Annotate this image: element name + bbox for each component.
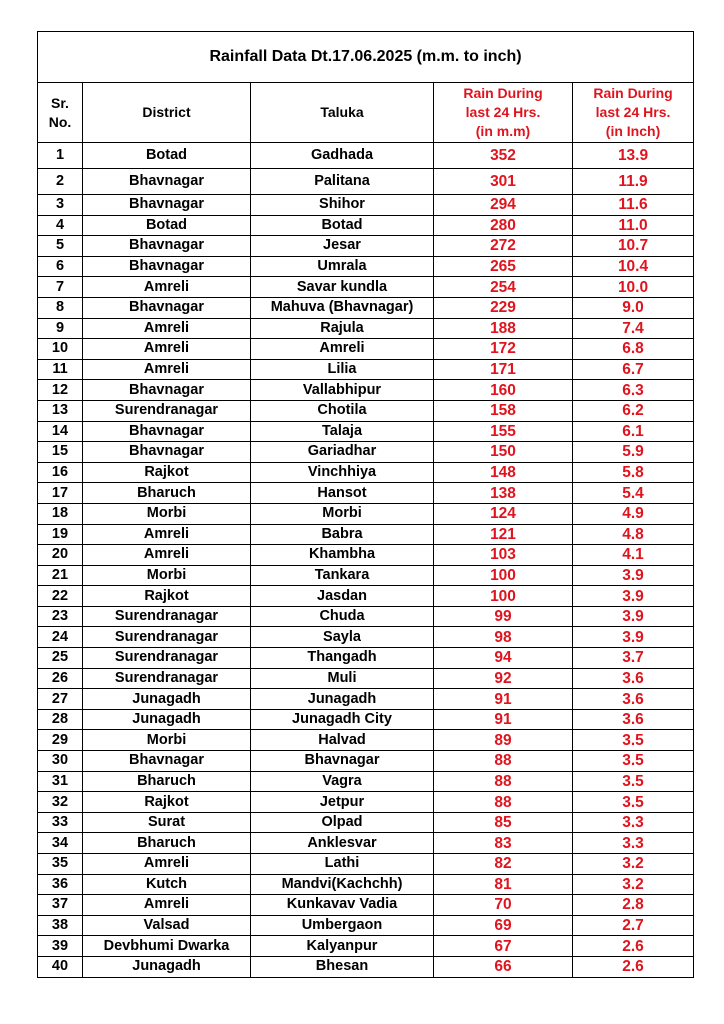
rain-inch-cell: 10.0 bbox=[573, 277, 694, 298]
taluka-cell: Lilia bbox=[251, 359, 434, 380]
rain-inch-cell: 13.9 bbox=[573, 143, 694, 169]
sr-cell: 7 bbox=[38, 277, 83, 298]
sr-cell: 35 bbox=[38, 854, 83, 875]
rain-mm-cell: 121 bbox=[434, 524, 573, 545]
rain-inch-cell: 3.3 bbox=[573, 833, 694, 854]
header-sr-no bbox=[38, 83, 83, 143]
table-row bbox=[38, 730, 694, 751]
district-cell: Bhavnagar bbox=[83, 297, 251, 318]
sr-cell: 30 bbox=[38, 751, 83, 772]
rain-inch-cell: 3.2 bbox=[573, 874, 694, 895]
rain-mm-cell: 150 bbox=[434, 442, 573, 463]
taluka-cell: Mahuva (Bhavnagar) bbox=[251, 297, 434, 318]
taluka-cell: Chuda bbox=[251, 606, 434, 627]
header-sr-line: No. bbox=[48, 113, 72, 130]
district-cell: Rajkot bbox=[83, 586, 251, 607]
rain-mm-cell: 91 bbox=[434, 709, 573, 730]
sr-cell: 19 bbox=[38, 524, 83, 545]
taluka-cell: Lathi bbox=[251, 854, 434, 875]
rain-inch-cell: 4.8 bbox=[573, 524, 694, 545]
sr-cell: 9 bbox=[38, 318, 83, 339]
sr-cell: 13 bbox=[38, 400, 83, 421]
rain-inch-cell: 11.0 bbox=[573, 215, 694, 236]
rain-mm-cell: 352 bbox=[434, 143, 573, 169]
district-cell: Devbhumi Dwarka bbox=[83, 936, 251, 957]
taluka-cell: Tankara bbox=[251, 565, 434, 586]
district-cell: Bhavnagar bbox=[83, 169, 251, 195]
district-cell: Junagadh bbox=[83, 689, 251, 710]
rain-inch-cell: 7.4 bbox=[573, 318, 694, 339]
taluka-cell: Vinchhiya bbox=[251, 462, 434, 483]
rain-inch-cell: 11.9 bbox=[573, 169, 694, 195]
district-cell: Rajkot bbox=[83, 462, 251, 483]
rain-mm-cell: 98 bbox=[434, 627, 573, 648]
sr-cell: 38 bbox=[38, 915, 83, 936]
district-cell: Morbi bbox=[83, 503, 251, 524]
rain-inch-cell: 2.6 bbox=[573, 956, 694, 977]
rain-mm-cell: 81 bbox=[434, 874, 573, 895]
header-rain-mm-line: last 24 Hrs. bbox=[465, 104, 541, 121]
district-cell: Morbi bbox=[83, 730, 251, 751]
sr-cell: 24 bbox=[38, 627, 83, 648]
rain-inch-cell: 3.5 bbox=[573, 792, 694, 813]
table-row bbox=[38, 565, 694, 586]
taluka-cell: Savar kundla bbox=[251, 277, 434, 298]
taluka-cell: Umbergaon bbox=[251, 915, 434, 936]
taluka-cell: Junagadh bbox=[251, 689, 434, 710]
rain-inch-cell: 10.4 bbox=[573, 256, 694, 277]
rain-inch-cell: 2.6 bbox=[573, 936, 694, 957]
rain-inch-cell: 6.8 bbox=[573, 339, 694, 360]
sr-cell: 39 bbox=[38, 936, 83, 957]
sr-cell: 21 bbox=[38, 565, 83, 586]
district-cell: Bhavnagar bbox=[83, 195, 251, 216]
district-cell: Bhavnagar bbox=[83, 236, 251, 257]
table-row bbox=[38, 812, 694, 833]
district-cell: Amreli bbox=[83, 524, 251, 545]
rain-inch-cell: 3.5 bbox=[573, 730, 694, 751]
table-row bbox=[38, 215, 694, 236]
sr-cell: 3 bbox=[38, 195, 83, 216]
table-row bbox=[38, 143, 694, 169]
taluka-cell: Bhavnagar bbox=[251, 751, 434, 772]
table-row bbox=[38, 833, 694, 854]
district-cell: Amreli bbox=[83, 854, 251, 875]
rain-inch-cell: 5.4 bbox=[573, 483, 694, 504]
district-cell: Surendranagar bbox=[83, 627, 251, 648]
rain-inch-cell: 3.6 bbox=[573, 668, 694, 689]
table-row bbox=[38, 400, 694, 421]
rain-mm-cell: 265 bbox=[434, 256, 573, 277]
rain-inch-cell: 3.5 bbox=[573, 771, 694, 792]
table-row bbox=[38, 792, 694, 813]
table-row bbox=[38, 586, 694, 607]
rain-mm-cell: 254 bbox=[434, 277, 573, 298]
taluka-cell: Kalyanpur bbox=[251, 936, 434, 957]
district-cell: Bhavnagar bbox=[83, 256, 251, 277]
table-row bbox=[38, 771, 694, 792]
sr-cell: 18 bbox=[38, 503, 83, 524]
rain-inch-cell: 6.7 bbox=[573, 359, 694, 380]
rain-mm-cell: 88 bbox=[434, 751, 573, 772]
rain-inch-cell: 3.5 bbox=[573, 751, 694, 772]
district-cell: Amreli bbox=[83, 895, 251, 916]
table-row bbox=[38, 854, 694, 875]
table-body bbox=[38, 143, 694, 978]
taluka-cell: Gariadhar bbox=[251, 442, 434, 463]
header-rain-inch-line: (in Inch) bbox=[605, 122, 661, 139]
district-cell: Botad bbox=[83, 143, 251, 169]
rain-inch-cell: 4.9 bbox=[573, 503, 694, 524]
taluka-cell: Shihor bbox=[251, 195, 434, 216]
rain-mm-cell: 158 bbox=[434, 400, 573, 421]
rain-mm-cell: 100 bbox=[434, 586, 573, 607]
rain-inch-cell: 5.9 bbox=[573, 442, 694, 463]
sr-cell: 10 bbox=[38, 339, 83, 360]
district-cell: Junagadh bbox=[83, 709, 251, 730]
rain-inch-cell: 3.3 bbox=[573, 812, 694, 833]
rain-mm-cell: 88 bbox=[434, 771, 573, 792]
district-cell: Botad bbox=[83, 215, 251, 236]
rain-inch-cell: 3.6 bbox=[573, 689, 694, 710]
table-row bbox=[38, 524, 694, 545]
rain-inch-cell: 5.8 bbox=[573, 462, 694, 483]
sr-cell: 27 bbox=[38, 689, 83, 710]
taluka-cell: Hansot bbox=[251, 483, 434, 504]
rain-mm-cell: 92 bbox=[434, 668, 573, 689]
taluka-cell: Umrala bbox=[251, 256, 434, 277]
rain-inch-cell: 3.9 bbox=[573, 565, 694, 586]
table-row bbox=[38, 169, 694, 195]
table-row bbox=[38, 689, 694, 710]
rain-inch-cell: 6.2 bbox=[573, 400, 694, 421]
table-row bbox=[38, 915, 694, 936]
rain-mm-cell: 66 bbox=[434, 956, 573, 977]
sr-cell: 40 bbox=[38, 956, 83, 977]
table-row bbox=[38, 895, 694, 916]
table-row bbox=[38, 648, 694, 669]
table-row bbox=[38, 751, 694, 772]
taluka-cell: Rajula bbox=[251, 318, 434, 339]
district-cell: Surendranagar bbox=[83, 400, 251, 421]
taluka-cell: Palitana bbox=[251, 169, 434, 195]
district-cell: Bhavnagar bbox=[83, 380, 251, 401]
rain-mm-cell: 89 bbox=[434, 730, 573, 751]
taluka-cell: Olpad bbox=[251, 812, 434, 833]
rain-mm-cell: 100 bbox=[434, 565, 573, 586]
rain-mm-cell: 103 bbox=[434, 545, 573, 566]
table-row bbox=[38, 339, 694, 360]
table-row bbox=[38, 256, 694, 277]
header-rain-inch-line: last 24 Hrs. bbox=[595, 104, 671, 121]
table-row bbox=[38, 874, 694, 895]
district-cell: Morbi bbox=[83, 565, 251, 586]
taluka-cell: Sayla bbox=[251, 627, 434, 648]
district-cell: Junagadh bbox=[83, 956, 251, 977]
sr-cell: 11 bbox=[38, 359, 83, 380]
header-row bbox=[38, 83, 694, 143]
district-cell: Amreli bbox=[83, 277, 251, 298]
rain-mm-cell: 124 bbox=[434, 503, 573, 524]
district-cell: Amreli bbox=[83, 318, 251, 339]
taluka-cell: Vallabhipur bbox=[251, 380, 434, 401]
rain-inch-cell: 9.0 bbox=[573, 297, 694, 318]
rain-mm-cell: 301 bbox=[434, 169, 573, 195]
district-cell: Bhavnagar bbox=[83, 442, 251, 463]
rain-mm-cell: 70 bbox=[434, 895, 573, 916]
title-row bbox=[38, 32, 694, 83]
header-rain-inch-line: Rain During bbox=[593, 85, 673, 102]
rain-mm-cell: 229 bbox=[434, 297, 573, 318]
sr-cell: 29 bbox=[38, 730, 83, 751]
rain-mm-cell: 272 bbox=[434, 236, 573, 257]
district-cell: Surendranagar bbox=[83, 606, 251, 627]
rain-mm-cell: 94 bbox=[434, 648, 573, 669]
sr-cell: 26 bbox=[38, 668, 83, 689]
rain-mm-cell: 88 bbox=[434, 792, 573, 813]
rain-inch-cell: 3.9 bbox=[573, 606, 694, 627]
table-row bbox=[38, 627, 694, 648]
sr-cell: 12 bbox=[38, 380, 83, 401]
taluka-cell: Muli bbox=[251, 668, 434, 689]
rain-inch-cell: 3.2 bbox=[573, 854, 694, 875]
district-cell: Amreli bbox=[83, 339, 251, 360]
district-cell: Rajkot bbox=[83, 792, 251, 813]
district-cell: Amreli bbox=[83, 359, 251, 380]
taluka-cell: Anklesvar bbox=[251, 833, 434, 854]
taluka-cell: Mandvi(Kachchh) bbox=[251, 874, 434, 895]
rain-inch-cell: 3.9 bbox=[573, 627, 694, 648]
table-row bbox=[38, 380, 694, 401]
sr-cell: 25 bbox=[38, 648, 83, 669]
header-rain-mm bbox=[434, 83, 573, 143]
table-row bbox=[38, 359, 694, 380]
taluka-cell: Jesar bbox=[251, 236, 434, 257]
district-cell: Bharuch bbox=[83, 483, 251, 504]
district-cell: Bhavnagar bbox=[83, 751, 251, 772]
header-rain-mm-line: Rain During bbox=[463, 85, 543, 102]
rain-mm-cell: 69 bbox=[434, 915, 573, 936]
sr-cell: 2 bbox=[38, 169, 83, 195]
table-row bbox=[38, 297, 694, 318]
sr-cell: 31 bbox=[38, 771, 83, 792]
sr-cell: 5 bbox=[38, 236, 83, 257]
sr-cell: 6 bbox=[38, 256, 83, 277]
rain-mm-cell: 99 bbox=[434, 606, 573, 627]
sr-cell: 28 bbox=[38, 709, 83, 730]
taluka-cell: Chotila bbox=[251, 400, 434, 421]
rain-inch-cell: 10.7 bbox=[573, 236, 694, 257]
rain-inch-cell: 3.9 bbox=[573, 586, 694, 607]
sr-cell: 15 bbox=[38, 442, 83, 463]
taluka-cell: Jasdan bbox=[251, 586, 434, 607]
district-cell: Surendranagar bbox=[83, 648, 251, 669]
rain-mm-cell: 160 bbox=[434, 380, 573, 401]
table-row bbox=[38, 442, 694, 463]
rain-mm-cell: 85 bbox=[434, 812, 573, 833]
taluka-cell: Babra bbox=[251, 524, 434, 545]
table-row bbox=[38, 956, 694, 977]
header-taluka: Taluka bbox=[251, 83, 434, 143]
taluka-cell: Halvad bbox=[251, 730, 434, 751]
table-row bbox=[38, 606, 694, 627]
table-row bbox=[38, 545, 694, 566]
taluka-cell: Kunkavav Vadia bbox=[251, 895, 434, 916]
rain-mm-cell: 82 bbox=[434, 854, 573, 875]
taluka-cell: Vagra bbox=[251, 771, 434, 792]
taluka-cell: Khambha bbox=[251, 545, 434, 566]
sr-cell: 23 bbox=[38, 606, 83, 627]
district-cell: Bharuch bbox=[83, 833, 251, 854]
table-row bbox=[38, 236, 694, 257]
rain-inch-cell: 6.3 bbox=[573, 380, 694, 401]
taluka-cell: Thangadh bbox=[251, 648, 434, 669]
taluka-cell: Jetpur bbox=[251, 792, 434, 813]
header-district: District bbox=[83, 83, 251, 143]
district-cell: Amreli bbox=[83, 545, 251, 566]
rain-mm-cell: 294 bbox=[434, 195, 573, 216]
district-cell: Bhavnagar bbox=[83, 421, 251, 442]
table-row bbox=[38, 483, 694, 504]
table-row bbox=[38, 462, 694, 483]
sr-cell: 16 bbox=[38, 462, 83, 483]
sr-cell: 36 bbox=[38, 874, 83, 895]
taluka-cell: Junagadh City bbox=[251, 709, 434, 730]
table-row bbox=[38, 195, 694, 216]
rain-inch-cell: 11.6 bbox=[573, 195, 694, 216]
rain-mm-cell: 83 bbox=[434, 833, 573, 854]
header-sr-line: Sr. bbox=[51, 94, 69, 111]
rain-inch-cell: 2.7 bbox=[573, 915, 694, 936]
table-row bbox=[38, 318, 694, 339]
table-row bbox=[38, 936, 694, 957]
taluka-cell: Amreli bbox=[251, 339, 434, 360]
district-cell: Kutch bbox=[83, 874, 251, 895]
rain-inch-cell: 2.8 bbox=[573, 895, 694, 916]
taluka-cell: Botad bbox=[251, 215, 434, 236]
sr-cell: 37 bbox=[38, 895, 83, 916]
district-cell: Surat bbox=[83, 812, 251, 833]
rain-mm-cell: 155 bbox=[434, 421, 573, 442]
sr-cell: 14 bbox=[38, 421, 83, 442]
rain-inch-cell: 3.6 bbox=[573, 709, 694, 730]
district-cell: Valsad bbox=[83, 915, 251, 936]
rain-mm-cell: 171 bbox=[434, 359, 573, 380]
rain-mm-cell: 172 bbox=[434, 339, 573, 360]
rain-mm-cell: 138 bbox=[434, 483, 573, 504]
taluka-cell: Talaja bbox=[251, 421, 434, 442]
sr-cell: 34 bbox=[38, 833, 83, 854]
rainfall-table bbox=[37, 31, 694, 978]
rain-mm-cell: 91 bbox=[434, 689, 573, 710]
sr-cell: 20 bbox=[38, 545, 83, 566]
rain-mm-cell: 67 bbox=[434, 936, 573, 957]
district-cell: Surendranagar bbox=[83, 668, 251, 689]
rain-mm-cell: 148 bbox=[434, 462, 573, 483]
header-rain-inch bbox=[573, 83, 694, 143]
header-rain-mm-line: (in m.m) bbox=[475, 122, 531, 139]
sr-cell: 8 bbox=[38, 297, 83, 318]
table-row bbox=[38, 668, 694, 689]
sr-cell: 4 bbox=[38, 215, 83, 236]
rain-inch-cell: 3.7 bbox=[573, 648, 694, 669]
taluka-cell: Morbi bbox=[251, 503, 434, 524]
rain-inch-cell: 4.1 bbox=[573, 545, 694, 566]
rain-mm-cell: 280 bbox=[434, 215, 573, 236]
rain-inch-cell: 6.1 bbox=[573, 421, 694, 442]
table-row bbox=[38, 503, 694, 524]
taluka-cell: Gadhada bbox=[251, 143, 434, 169]
sr-cell: 33 bbox=[38, 812, 83, 833]
sr-cell: 1 bbox=[38, 143, 83, 169]
rain-mm-cell: 188 bbox=[434, 318, 573, 339]
table-row bbox=[38, 277, 694, 298]
table-row bbox=[38, 421, 694, 442]
table-row bbox=[38, 709, 694, 730]
taluka-cell: Bhesan bbox=[251, 956, 434, 977]
sr-cell: 17 bbox=[38, 483, 83, 504]
district-cell: Bharuch bbox=[83, 771, 251, 792]
table-title: Rainfall Data Dt.17.06.2025 (m.m. to inch) bbox=[38, 32, 694, 83]
sr-cell: 32 bbox=[38, 792, 83, 813]
sr-cell: 22 bbox=[38, 586, 83, 607]
